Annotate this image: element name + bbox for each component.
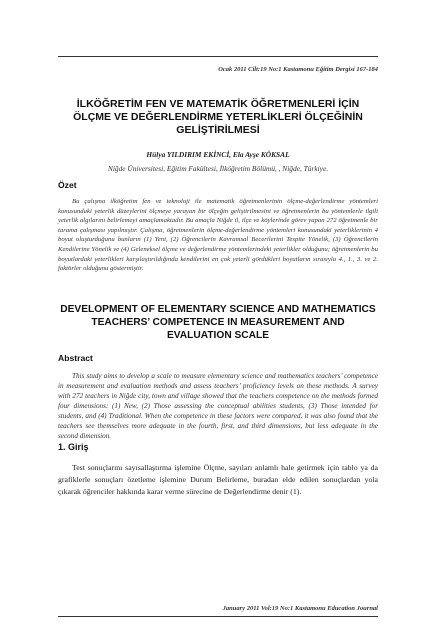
header-rule xyxy=(58,56,378,57)
ozet-text: Bu çalışma ilköğretim fen ve teknoloji ile matematik öğretmenlerinin ölçme-değerlendirme yöntemleri konusundaki yeterlik düzeylerini ölçmeye yarayan bir ölçeğin geliştirilmesini ve öğretmenlerin bu yöntemlerle ilgili yeterlik algılarını belirlemeyi amaçlamaktadır. Bu amaçla Niğde il, ilçe ve köylerinde görev yapan 272 öğretmenle bir tarama çalışması yapılmıştır. Çalışma, öğretmenlerin ölçme-değerlendirme yöntemleri konusundaki yeterliklerinin 4 boyut oluşturduğunu bunların (1) Yeni, (2) Öğrencilerin Kavramsal Becerilerini Tespite Yönelik, (3) Öğrencilerin Kendilerine Yönelik ve (4) Geleneksel ölçme ve değerlendirme yöntemlerindeki yeterlikler olduğunu; öğretmenlerin bu boyutlardaki yeterlikleri karşılaştırıldığında kendilerini en çok yeterli gördükleri boyutların sırasıyla 4., 1., 3. ve 2. faktörler olduğunu göstermiştir. xyxy=(58,198,378,273)
abstract-text: This study aims to develop a scale to measure elementary science and mathematics teachers’ competence in measurement and evaluation methods and assess teachers’ proficiency levels on these methods. A survey with 272 teachers in Niğde city, town and village showed that the teachers competence on the methods formed four dimensions: (1) New, (2) Those assessing the conceptual abilities students, (3) Those intended for students, and (4) Traditional. When the competence in these factors were compared, it was also found that the teachers see themselves more adequate in the fourth, first, and third dimensions, but less adequate in the second dimension. xyxy=(58,372,378,440)
ozet-heading: Özet xyxy=(58,180,77,190)
article-title-english: DEVELOPMENT OF ELEMENTARY SCIENCE AND MATHEMATICS TEACHERS’ COMPETENCE IN MEASUREMENT AND EVALUATION SCALE xyxy=(60,304,376,341)
author-names: Hülya YILDIRIM EKİNCİ, Ela Ayşe KÖKSAL xyxy=(146,150,290,159)
journal-header: Ocak 2011 Cilt:19 No:1 Kastamonu Eğitim Dergisi 167-184 xyxy=(218,66,378,73)
journal-footer: January 2011 Vol:19 No:1 Kastamonu Education Journal xyxy=(222,605,378,612)
footer-rule xyxy=(58,616,378,617)
author-affiliation: Niğde Üniversitesi, Eğitim Fakültesi, İlköğretim Bölümü, , Niğde, Türkiye. xyxy=(107,164,329,173)
intro-heading: 1. Giriş xyxy=(58,442,89,452)
intro-text: Test sonuçlarını sayısallaştırma işlemine Ölçme, sayıları anlamlı hale getirmek için tablo ya da grafiklerle sonuçları özetleme işlemine Durum Belirleme, buradan elde edilen sonuçlardan yola çıkarak öğrenciler hakkında karar verme sürecine de Değerlendirme denir (1). xyxy=(58,463,378,496)
article-title-turkish: İLKÖĞRETİM FEN VE MATEMATİK ÖĞRETMENLERİ İÇİN ÖLÇME VE DEĞERLENDİRME YETERLİKLERİ ÖLÇEĞİNİN GELİŞTİRİLMESİ xyxy=(73,98,363,136)
abstract-heading: Abstract xyxy=(58,353,93,363)
